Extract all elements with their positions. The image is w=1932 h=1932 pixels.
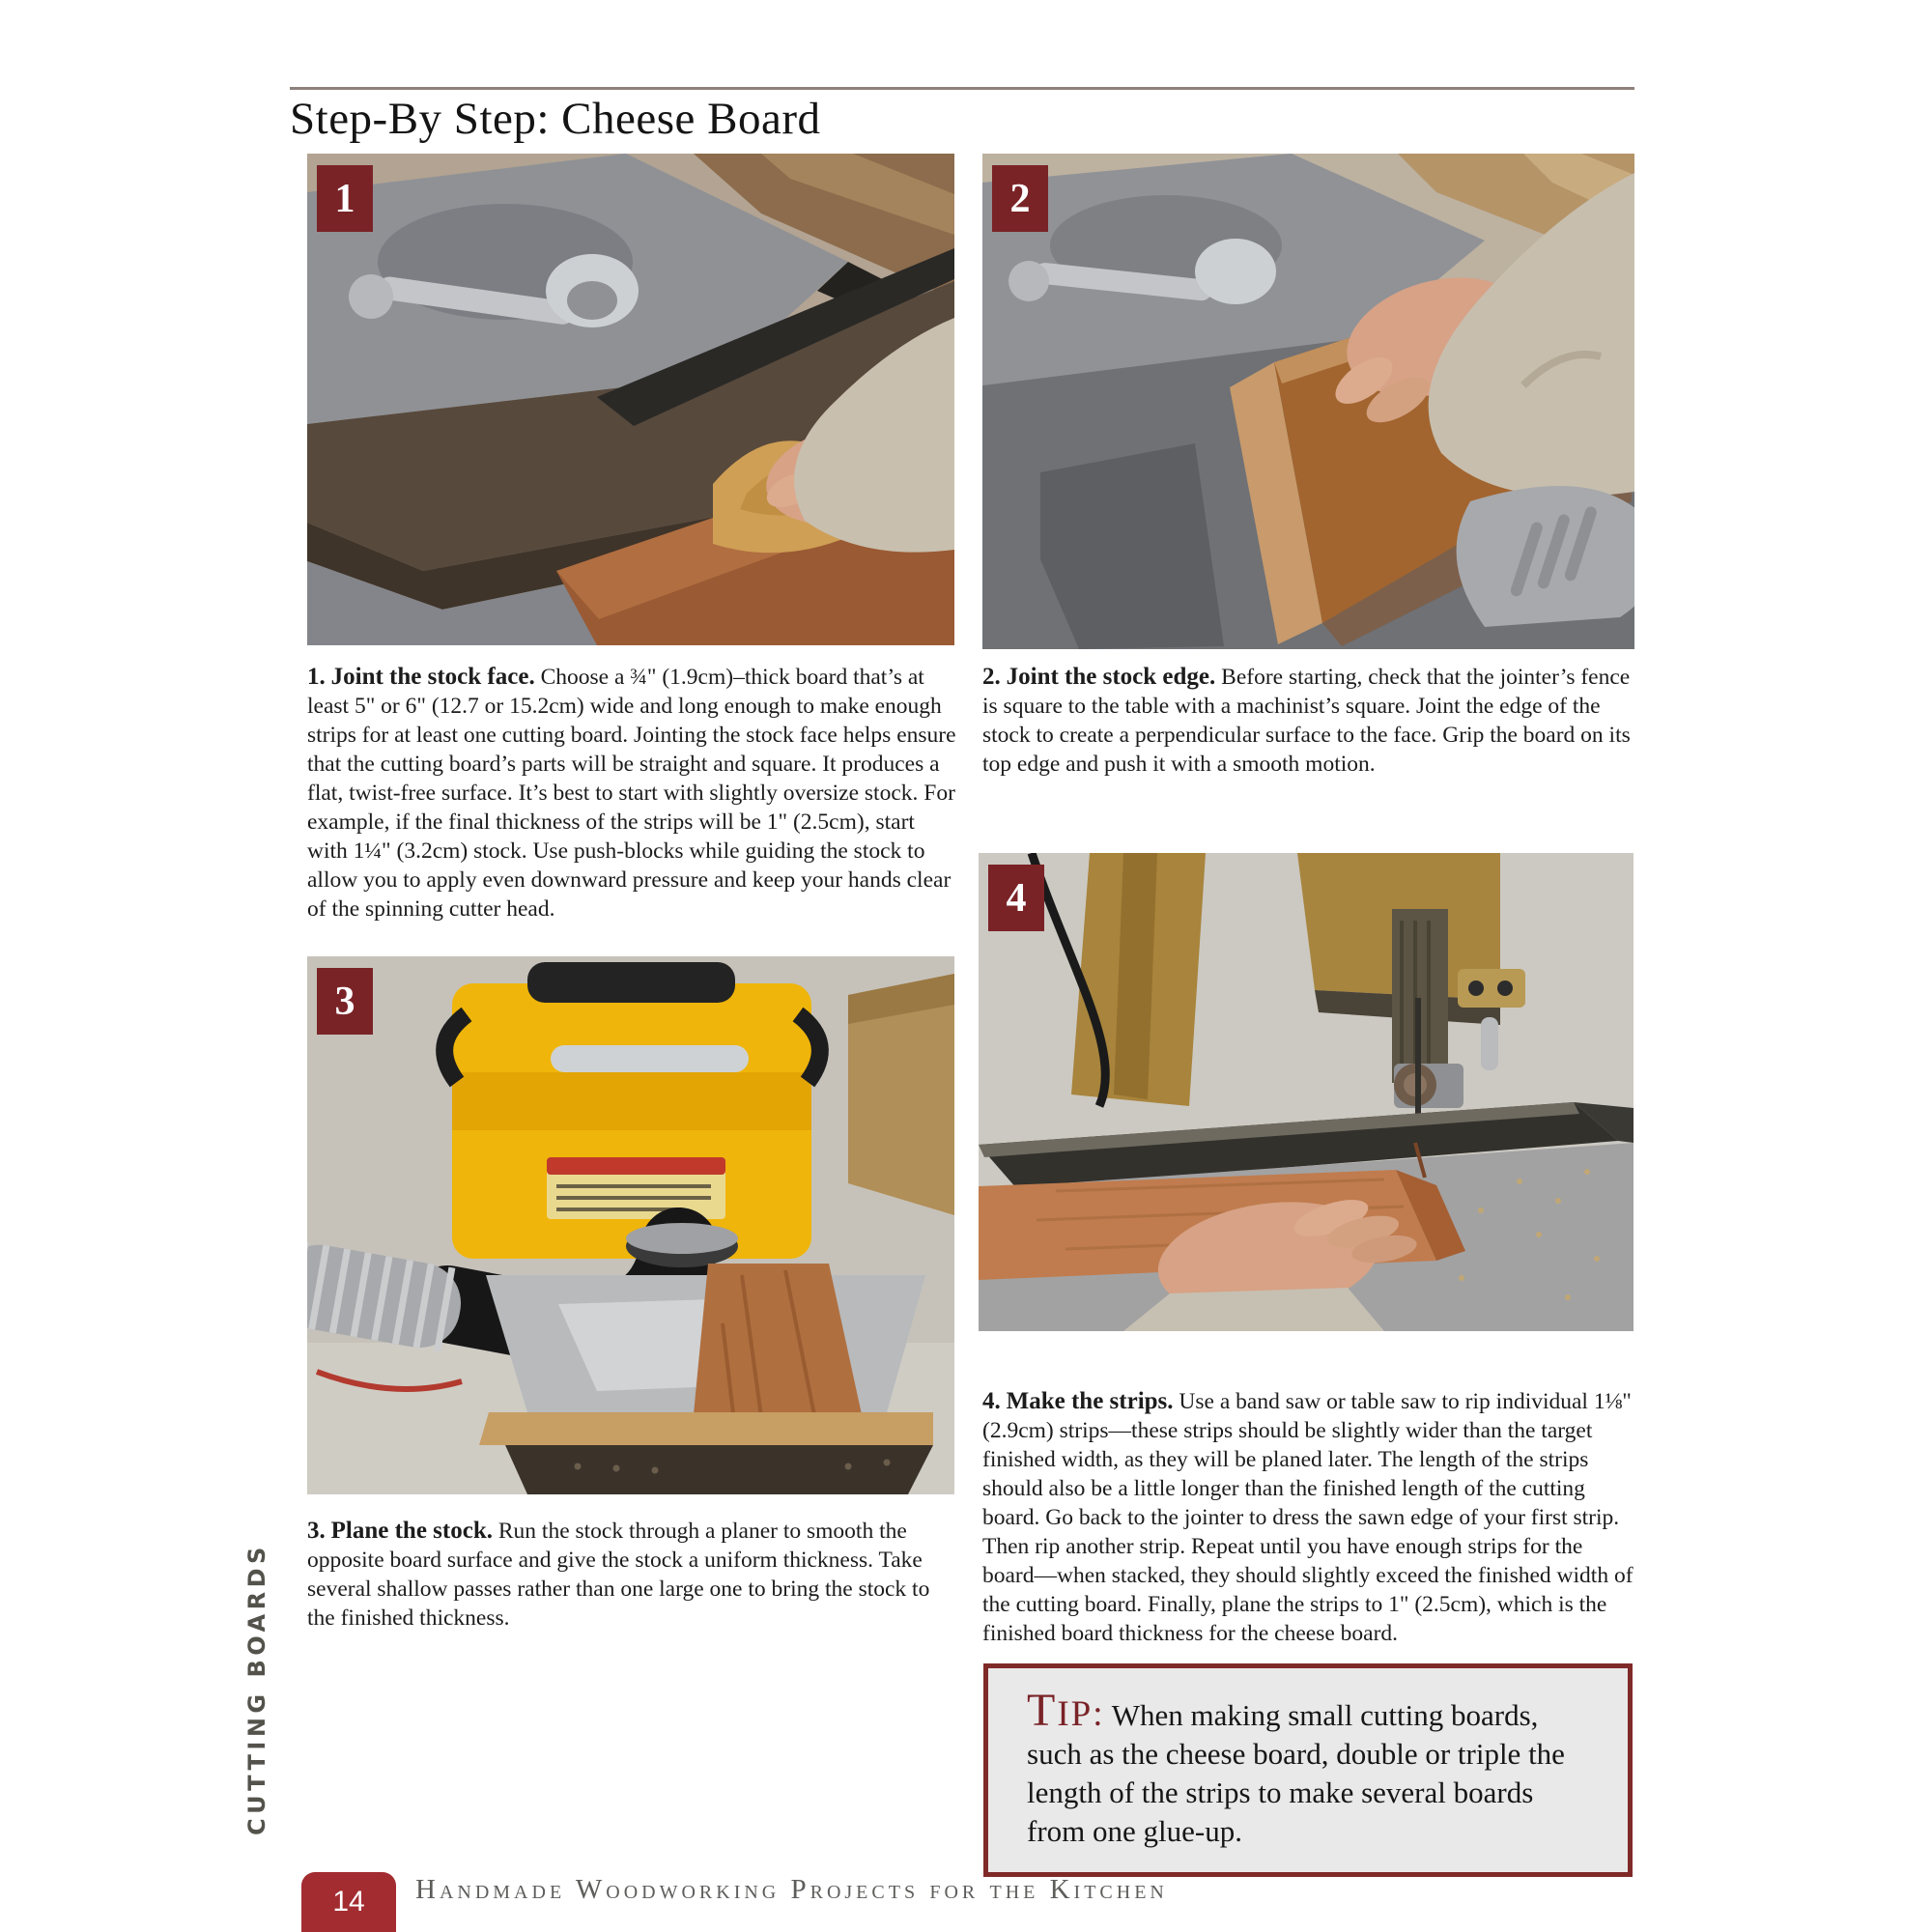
page-number-badge [301,1872,396,1932]
step-3-photo [307,956,954,1494]
band-saw-photo-illustration [979,853,1634,1331]
step-4-heading: Make the strips. [1006,1388,1174,1414]
step-3-caption [307,1517,960,1633]
step-4-badge: 4 [988,865,1044,931]
step-1-heading: Joint the stock face. [330,664,535,690]
step-4-body: Use a band saw or table saw to rip individual 1⅛" (2.9cm) strips—these strips should be slightly wider than the target finished width, as they will be planed later. The length of the strips should also be a little longer than the finished length of the cutting board. Go back to the jointer to dress the sawn edge of your first strip. Then rip another strip. Repeat until you have enough strips for the board—when stacked, they should slightly exceed the finished width of the cutting board. Finally, plane the strips to 1" (2.5cm), which is the finished board thickness for the cheese board. [982,1389,1634,1646]
step-1-photo [307,154,954,645]
tip-text: When making small cutting boards, such as the cheese board, double or triple the length of the strips to make several boards from one glue-up. [1027,1698,1565,1848]
step-3-body: Run the stock through a planer to smooth the opposite board surface and give the stock a uniform thickness. Take several shallow passes rather than one large one to bring the stock to the finished thickness. [307,1519,930,1631]
tip-box [983,1663,1633,1877]
step-1-caption [307,663,960,923]
step-1-badge: 1 [317,165,373,232]
step-3-heading: Plane the stock. [330,1518,493,1544]
step-2-caption [982,663,1637,779]
tip-label: TIP: [1027,1685,1105,1736]
planer-photo-illustration [307,956,954,1494]
header-rule [290,87,1634,90]
step-2-number: 2. [982,664,1001,690]
step-4-caption [982,1387,1639,1648]
step-4-number: 4. [982,1388,1001,1414]
page-title: Step-By Step: Cheese Board [290,94,821,144]
step-2-photo [982,154,1634,649]
footer-book-title: Handmade Woodworking Projects for the Kitchen [415,1874,1168,1905]
step-1-number: 1. [307,664,326,690]
sidebar-chapter-label: CUTTING BOARDS [243,1543,270,1835]
jointer-face-photo-illustration [307,154,954,645]
step-3-badge: 3 [317,968,373,1035]
jointer-edge-photo-illustration [982,154,1634,649]
step-3-number: 3. [307,1518,326,1544]
step-2-badge: 2 [992,165,1048,232]
step-1-body: Choose a ¾" (1.9cm)–thick board that’s at least 5" or 6" (12.7 or 15.2cm) wide and long enough to make enough strips for at least one cutting board. Jointing the stock face helps ensure that the cutting board’s parts will be straight and square. It produces a flat, twist-free surface. It’s best to start with slightly oversize stock. For example, if the final thickness of the strips will be 1" (2.5cm), start with 1¼" (3.2cm) stock. Use push-blocks while guiding the stock to allow you to apply even downward pressure and keep your hands clear of the spinning cutter head. [307,665,956,922]
step-2-heading: Joint the stock edge. [1006,664,1216,690]
step-2-body: Before starting, check that the jointer’s fence is square to the table with a machinist’s square. Joint the edge of the stock to create a perpendicular surface to the face. Grip the board on its top edge and push it with a smooth motion. [982,665,1631,777]
step-4-photo [979,853,1634,1331]
page-number: 14 [332,1886,365,1918]
